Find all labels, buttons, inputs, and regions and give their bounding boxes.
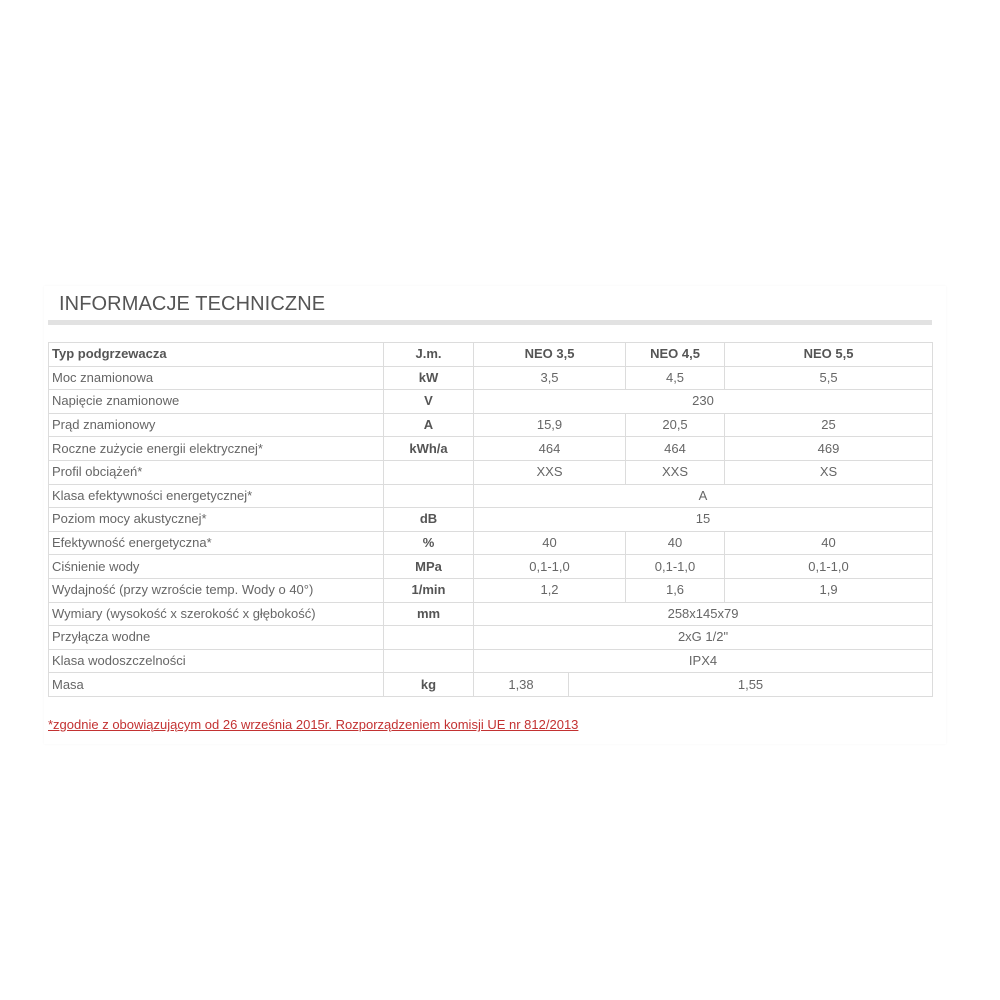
table-header-row: [49, 343, 933, 367]
spec-table: [48, 342, 933, 697]
row-value: 0,1-1,0: [626, 555, 725, 579]
table-row: [49, 508, 933, 532]
row-label: Poziom mocy akustycznej*: [49, 508, 384, 532]
row-value: 15: [474, 508, 933, 532]
row-unit: [384, 649, 474, 673]
row-value: 40: [474, 531, 626, 555]
table-row: [49, 578, 933, 602]
row-value: 469: [725, 437, 933, 461]
row-value: IPX4: [474, 649, 933, 673]
table-row: [49, 555, 933, 579]
row-unit: dB: [384, 508, 474, 532]
row-value: 464: [626, 437, 725, 461]
table-row: [49, 437, 933, 461]
row-unit: A: [384, 413, 474, 437]
row-label: Masa: [49, 673, 384, 697]
row-value: XXS: [474, 460, 626, 484]
header-type: Typ podgrzewacza: [49, 343, 384, 367]
row-value: 230: [474, 390, 933, 414]
row-label: Prąd znamionowy: [49, 413, 384, 437]
row-unit: kWh/a: [384, 437, 474, 461]
header-unit: J.m.: [384, 343, 474, 367]
row-unit: V: [384, 390, 474, 414]
table-row: [49, 626, 933, 650]
row-value: 258x145x79: [474, 602, 933, 626]
row-value: 2xG 1/2": [474, 626, 933, 650]
row-value: 1,9: [725, 578, 933, 602]
row-value: 25: [725, 413, 933, 437]
table-row: [49, 602, 933, 626]
row-label: Klasa efektywności energetycznej*: [49, 484, 384, 508]
row-unit: [384, 460, 474, 484]
table-row: [49, 673, 933, 697]
row-value: 20,5: [626, 413, 725, 437]
title-divider: [48, 320, 932, 325]
row-value: 0,1-1,0: [474, 555, 626, 579]
row-value: 464: [474, 437, 626, 461]
row-value: 40: [725, 531, 933, 555]
table-row: [49, 649, 933, 673]
row-value: XS: [725, 460, 933, 484]
row-label: Ciśnienie wody: [49, 555, 384, 579]
table-row: [49, 390, 933, 414]
row-value: 1,2: [474, 578, 626, 602]
table-row: [49, 460, 933, 484]
row-unit: %: [384, 531, 474, 555]
table-row: [49, 484, 933, 508]
header-model-1: NEO 3,5: [474, 343, 626, 367]
table-row: [49, 413, 933, 437]
row-label: Moc znamionowa: [49, 366, 384, 390]
row-value: 1,38: [474, 673, 569, 697]
row-unit: [384, 626, 474, 650]
row-label: Profil obciążeń*: [49, 460, 384, 484]
row-label: Wydajność (przy wzroście temp. Wody o 40°): [49, 578, 384, 602]
row-label: Napięcie znamionowe: [49, 390, 384, 414]
row-unit: [384, 484, 474, 508]
table-row: [49, 366, 933, 390]
row-unit: kg: [384, 673, 474, 697]
row-label: Roczne zużycie energii elektrycznej*: [49, 437, 384, 461]
row-value: 5,5: [725, 366, 933, 390]
row-label: Przyłącza wodne: [49, 626, 384, 650]
row-label: Wymiary (wysokość x szerokość x głębokość): [49, 602, 384, 626]
row-unit: mm: [384, 602, 474, 626]
row-unit: 1/min: [384, 578, 474, 602]
row-value: 4,5: [626, 366, 725, 390]
row-value: 1,6: [626, 578, 725, 602]
header-model-2: NEO 4,5: [626, 343, 725, 367]
row-value: 1,55: [569, 673, 933, 697]
table-row: [49, 531, 933, 555]
row-unit: kW: [384, 366, 474, 390]
section-title: INFORMACJE TECHNICZNE: [59, 293, 326, 315]
row-label: Klasa wodoszczelności: [49, 649, 384, 673]
row-value: 15,9: [474, 413, 626, 437]
row-value: A: [474, 484, 933, 508]
row-label: Efektywność energetyczna*: [49, 531, 384, 555]
row-value: 0,1-1,0: [725, 555, 933, 579]
row-value: XXS: [626, 460, 725, 484]
row-value: 3,5: [474, 366, 626, 390]
row-unit: MPa: [384, 555, 474, 579]
header-model-3: NEO 5,5: [725, 343, 933, 367]
footnote-regulation: *zgodnie z obowiązującym od 26 września 2015r. Rozporządzeniem komisji UE nr 812/2013: [48, 717, 579, 732]
row-value: 40: [626, 531, 725, 555]
